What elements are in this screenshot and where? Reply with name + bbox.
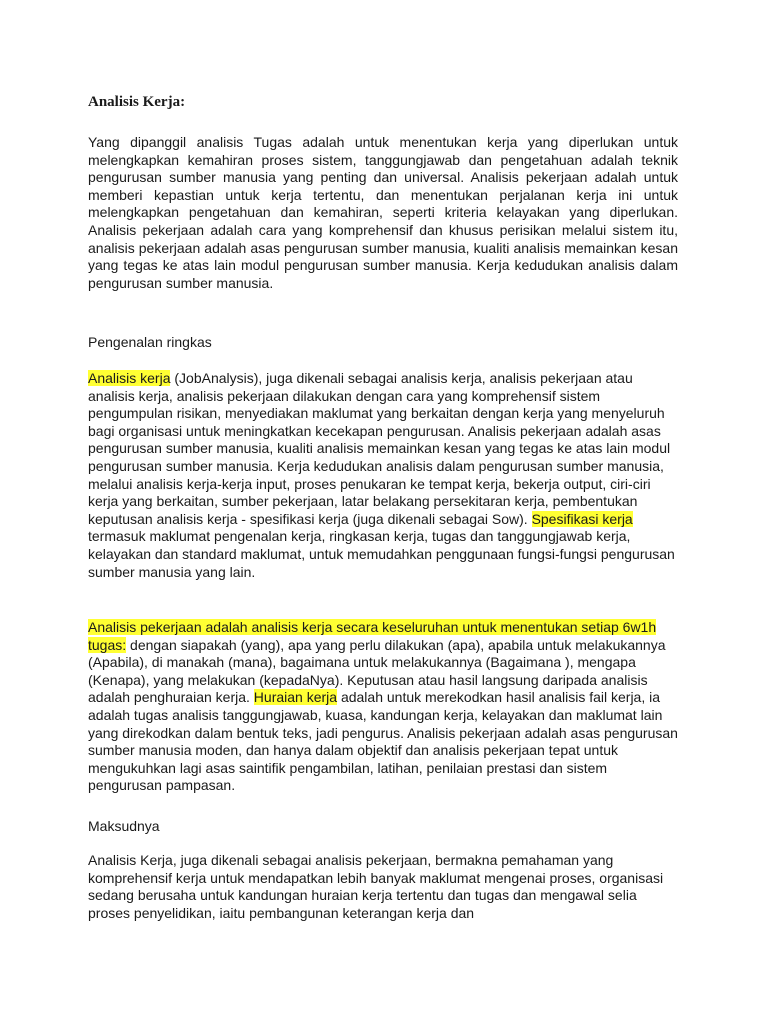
highlight-huraian-kerja: Huraian kerja [253,689,338,706]
document-heading: Analisis Kerja: [88,94,186,110]
pengenalan-paragraph-1 [88,370,678,581]
intro-paragraph: Yang dipanggil analisis Tugas adalah untuk menentukan kerja yang diperlukan untuk melengkapkan kemahiran proses sistem, tanggungjawab dan pengetahuan adalah teknik pengurusan sumber manusia yang penting dan universal. Analisis pekerjaan adalah untuk memberi kepastian untuk kerja tertentu, dan menentukan perjalanan kerja ini untuk melengkapkan pengetahuan dan kemahiran, seperti kriteria kelayakan yang diperlukan. Analisis pekerjaan adalah cara yang komprehensif dan khusus perisikan melalui sistem itu, analisis pekerjaan adalah asas pengurusan sumber manusia, kualiti analisis memainkan kesan yang tegas ke atas lain modul pengurusan sumber manusia. Kerja kedudukan analisis dalam pengurusan sumber manusia. [88,134,678,291]
maksudnya-paragraph: Analisis Kerja, juga dikenali sebagai analisis pekerjaan, bermakna pemahaman yang komprehensif kerja untuk mendapatkan lebih banyak maklumat mengenai proses, organisasi sedang berusaha untuk kandungan huraian kerja tertentu dan tugas dan mengawal selia proses penyelidikan, iaitu pembangunan keterangan kerja dan [88,852,664,921]
section-title-pengenalan: Pengenalan ringkas [88,334,212,350]
highlight-spesifikasi-kerja: Spesifikasi kerja [531,510,633,527]
pengenalan-p1-text-1: (JobAnalysis), juga dikenali sebagai analisis kerja, analisis pekerjaan atau analisis kerja, analisis pekerjaan dilakukan dengan cara yang komprehensif sistem pengumpulan risikan, menyediakan maklumat yang berkaitan dengan kerja yang menyeluruh bagi organisasi untuk meningkatkan kecekapan pengurusan. Analisis pekerjaan adalah asas pengurusan sumber manusia, kualiti analisis memainkan kesan yang tegas ke atas lain modul pengurusan sumber manusia. Kerja kedudukan analisis dalam pengurusan sumber manusia, melalui analisis kerja-kerja input, proses penukaran ke tempat kerja, bekerja output, ciri-ciri kerja yang berkaitan, sumber pekerjaan, latar belakang persekitaran kerja, pembentukan keputusan analisis kerja - spesifikasi kerja (juga dikenali sebagai Sow). [88,370,671,527]
pengenalan-p2-text-1: dengan siapakah (yang), apa yang perlu dilakukan (apa), apabila untuk melakukannya (Apabila), di manakah (mana), bagaimana untuk melakukannya (Bagaimana ), mengapa (Kenapa), yang melakukan (kepadaNya). Keputusan atau hasil langsung daripada analisis adalah penghuraian kerja. [88,636,666,706]
pengenalan-p2-text-2: adalah untuk merekodkan hasil analisis fail kerja, ia adalah tugas analisis tanggungjawab, kuasa, kandungan kerja, kelayakan dan maklumat lain yang direkodkan dalam bentuk teks, jadi pengurus. Analisis pekerjaan adalah asas pengurusan sumber manusia moden, dan hanya dalam objektif dan analisis pekerjaan tepat untuk mengukuhkan lagi asas saintifik pengambilan, latihan, penilaian prestasi dan sistem pengurusan pampasan. [88,689,678,794]
highlight-analisis-pekerjaan: Analisis pekerjaan adalah analisis kerja secara keseluruhan untuk menentukan setiap 6w1h tugas: [88,619,657,653]
highlight-analisis-kerja: Analisis kerja [88,370,171,386]
pengenalan-paragraph-2 [88,619,678,795]
section-title-maksudnya: Maksudnya [88,818,160,834]
pengenalan-p1-text-2: termasuk maklumat pengenalan kerja, ringkasan kerja, tugas dan tanggungjawab kerja, kelayakan dan standard maklumat, untuk memudahkan penggunaan fungsi-fungsi pengurusan sumber manusia yang lain. [88,528,675,580]
